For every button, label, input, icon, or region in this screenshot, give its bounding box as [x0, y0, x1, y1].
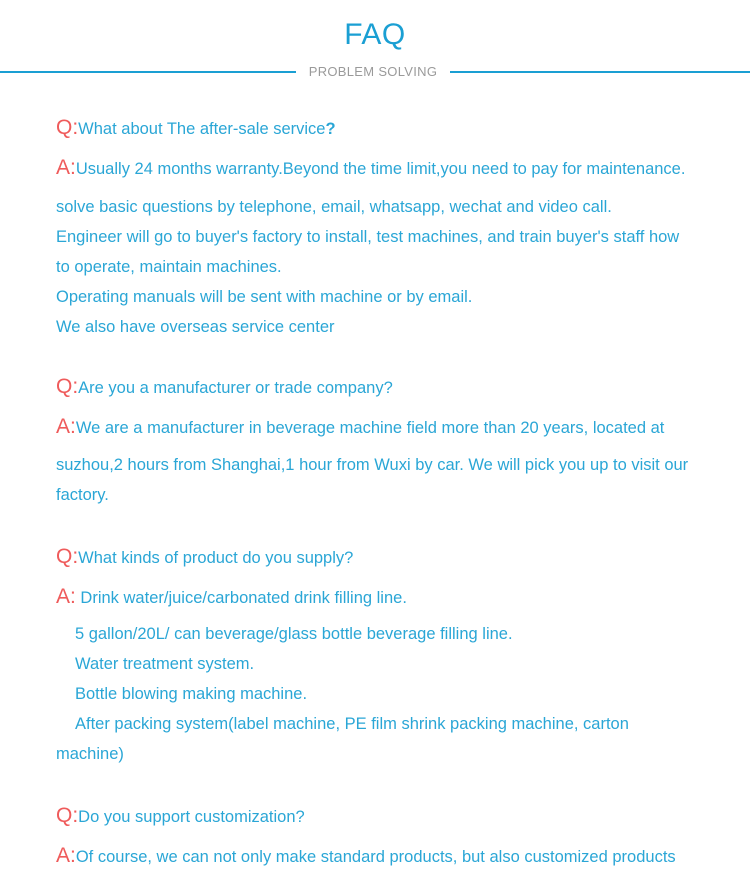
page-subtitle: PROBLEM SOLVING — [308, 64, 438, 79]
question-text: Do you support customization? — [78, 808, 305, 826]
question-marker: Q: — [56, 545, 79, 568]
divider-left — [0, 71, 296, 73]
answer-line: Engineer will go to buyer's factory to install, test machines, and train buyer's staff how — [56, 228, 680, 246]
answer-text: Usually 24 months warranty.Beyond the time limit,you need to pay for maintenance. — [75, 160, 686, 178]
answer-line: machine) — [56, 745, 124, 763]
faq-answer-first — [56, 836, 726, 876]
faq-item-products — [56, 537, 726, 769]
answer-marker: A: — [56, 415, 76, 438]
page-title: FAQ — [344, 18, 406, 51]
divider-right — [450, 71, 750, 73]
answer-line: We also have overseas service center — [56, 318, 335, 336]
answer-text: We are a manufacturer in beverage machine field more than 20 years, located at — [75, 419, 665, 437]
faq-question — [56, 367, 726, 407]
answer-line: Bottle blowing making machine. — [75, 685, 308, 703]
answer-marker: A: — [56, 156, 76, 179]
answer-marker: A: — [56, 585, 76, 608]
answer-text: Of course, we can not only make standard products, but also customized products — [75, 848, 676, 866]
faq-answer-first — [56, 577, 726, 617]
faq-item-manufacturer — [56, 367, 726, 510]
answer-line: Water treatment system. — [75, 655, 255, 673]
answer-line: solve basic questions by telephone, email, whatsapp, wechat and video call. — [56, 198, 612, 216]
faq-item-after-sale — [56, 108, 726, 342]
question-text: What about The after-sale service — [78, 120, 326, 138]
faq-question — [56, 537, 726, 577]
answer-line: suzhou,2 hours from Shanghai,1 hour from Wuxi by car. We will pick you up to visit our — [56, 456, 689, 474]
faq-question — [56, 108, 726, 148]
question-mark: ? — [325, 120, 336, 138]
question-text: What kinds of product do you supply? — [78, 549, 354, 567]
question-marker: Q: — [56, 804, 79, 827]
answer-line: to operate, maintain machines. — [56, 258, 282, 276]
question-text: Are you a manufacturer or trade company? — [78, 379, 393, 397]
answer-marker: A: — [56, 844, 76, 867]
faq-item-customization — [56, 796, 726, 876]
answer-line: After packing system(label machine, PE film shrink packing machine, carton — [75, 715, 629, 733]
answer-text: Drink water/juice/carbonated drink filling line. — [75, 589, 407, 607]
question-marker: Q: — [56, 116, 79, 139]
answer-line: factory. — [56, 486, 109, 504]
faq-answer-first — [56, 148, 726, 188]
question-marker: Q: — [56, 375, 79, 398]
answer-line: 5 gallon/20L/ can beverage/glass bottle beverage filling line. — [75, 625, 513, 643]
answer-line: Operating manuals will be sent with machine or by email. — [56, 288, 473, 306]
faq-answer-first — [56, 407, 726, 447]
faq-question — [56, 796, 726, 836]
